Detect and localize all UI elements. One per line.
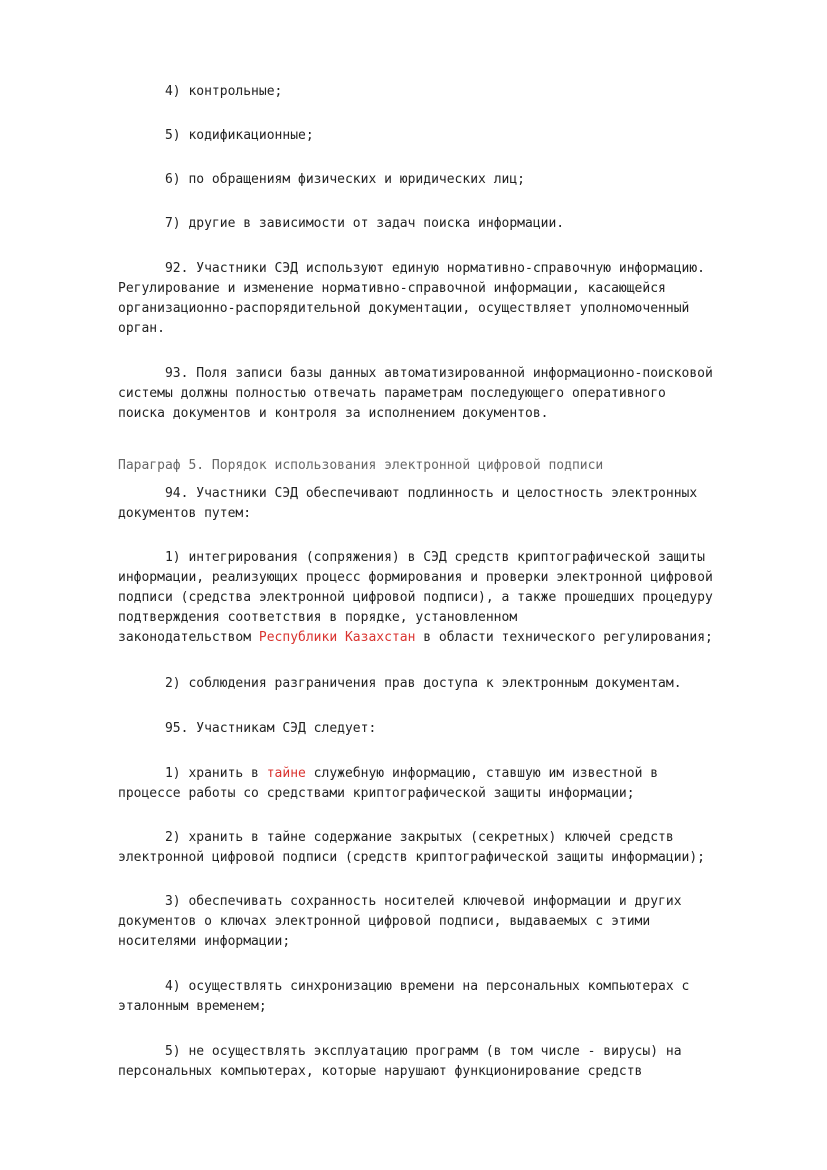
- paragraph-line: подтверждения соответствия в порядке, установленном: [118, 610, 518, 625]
- paragraph-line: электронной цифровой подписи (средств криптографической защиты информации);: [118, 850, 705, 865]
- paragraph-line: подписи (средства электронной цифровой подписи), а также прошедших процедуру: [118, 590, 713, 605]
- paragraph-line-prefix: 1) хранить в: [118, 766, 267, 781]
- paragraph-line-suffix: служебную информацию, ставшую им известной в: [305, 766, 659, 781]
- paragraph-line-suffix: в области технического регулирования;: [415, 630, 713, 645]
- paragraph-line: документов путем:: [118, 506, 252, 521]
- paragraph-line: носителями информации;: [118, 934, 291, 949]
- paragraph-95-item-1: [118, 764, 778, 804]
- section-heading: Параграф 5. Порядок использования электронной цифровой подписи: [118, 458, 604, 473]
- paragraph-line: поиска документов и контроля за исполнением документов.: [118, 406, 549, 421]
- paragraph-line: 1) интегрирования (сопряжения) в СЭД средств криптографической защиты: [118, 550, 705, 565]
- paragraph-line: 5) не осуществлять эксплуатацию программ (в том числе - вирусы) на: [118, 1044, 682, 1059]
- paragraph-line: системы должны полностью отвечать параметрам последующего оперативного: [118, 386, 666, 401]
- paragraph-line-prefix: законодательством: [118, 630, 259, 645]
- paragraph-line: 92. Участники СЭД используют единую нормативно-справочную информацию.: [118, 261, 705, 276]
- paragraph-95-item-3: [118, 892, 778, 952]
- paragraph-95-item-2: [118, 828, 778, 868]
- list-item-7: 7) другие в зависимости от задач поиска информации.: [164, 216, 565, 231]
- paragraph-line: 3) обеспечивать сохранность носителей ключевой информации и других: [118, 894, 682, 909]
- paragraph-line: документов о ключах электронной цифровой подписи, выдаваемых с этими: [118, 914, 651, 929]
- paragraph-line: эталонным временем;: [118, 999, 267, 1014]
- paragraph-line: информации, реализующих процесс формирования и проверки электронной цифровой: [118, 570, 713, 585]
- paragraph-95-item-5: [118, 1042, 778, 1082]
- paragraph-line: персональных компьютерах, которые нарушают функционирование средств: [118, 1064, 643, 1079]
- secret-link[interactable]: тайне: [266, 766, 306, 781]
- list-item-6: 6) по обращениям физических и юридических лиц;: [164, 172, 525, 187]
- paragraph-94-item-2: 2) соблюдения разграничения прав доступа к электронным документам.: [118, 676, 682, 691]
- paragraph-line: 93. Поля записи базы данных автоматизированной информационно-поисковой: [118, 366, 713, 381]
- paragraph-line: 2) хранить в тайне содержание закрытых (секретных) ключей средств: [118, 830, 674, 845]
- list-item-4: 4) контрольные;: [164, 84, 283, 99]
- paragraph-line: Регулирование и изменение нормативно-справочной информации, касающейся: [118, 281, 666, 296]
- paragraph-95-item-4: [118, 977, 778, 1017]
- paragraph-94: [118, 484, 778, 524]
- republic-kazakhstan-link[interactable]: Республики Казахстан: [258, 630, 416, 645]
- paragraph-line: организационно-распорядительной документации, осуществляет уполномоченный: [118, 301, 690, 316]
- list-item-5: 5) кодификационные;: [164, 128, 314, 143]
- paragraph-92: [118, 259, 778, 339]
- paragraph-94-item-1: [118, 548, 778, 648]
- paragraph-line: процессе работы со средствами криптографической защиты информации;: [118, 786, 635, 801]
- paragraph-line: 4) осуществлять синхронизацию времени на персональных компьютерах с: [118, 979, 690, 994]
- paragraph-line: орган.: [118, 321, 165, 336]
- paragraph-93: [118, 364, 778, 424]
- paragraph-95: 95. Участникам СЭД следует:: [118, 721, 377, 736]
- paragraph-line: 94. Участники СЭД обеспечивают подлинность и целостность электронных: [118, 486, 698, 501]
